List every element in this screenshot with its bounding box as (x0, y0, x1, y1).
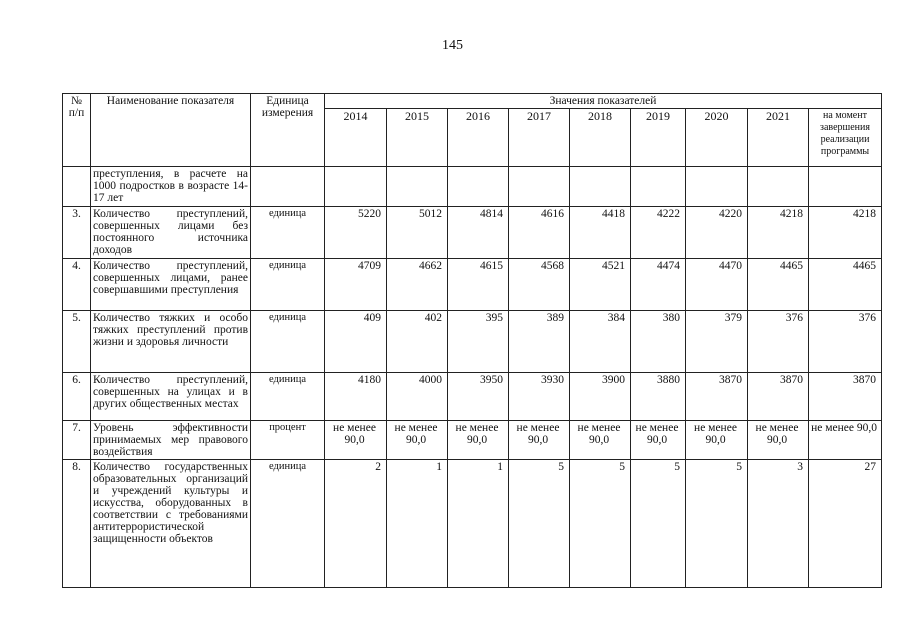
indicator-value (448, 167, 509, 207)
indicator-value: не менее 90,0 (809, 421, 882, 460)
row-number: 6. (63, 373, 91, 421)
indicator-value: 409 (325, 311, 387, 373)
indicator-value: не менее 90,0 (748, 421, 809, 460)
indicator-value: 376 (809, 311, 882, 373)
indicator-value: 3870 (686, 373, 748, 421)
indicator-value (509, 167, 570, 207)
table-row (63, 373, 882, 421)
table-row (63, 167, 882, 207)
indicator-name: Количество преступлений, совершенных лицами без постоянного источника доходов (91, 207, 251, 259)
indicator-unit: единица (251, 207, 325, 259)
indicator-name: Уровень эффективности принимаемых мер правового воздействия (91, 421, 251, 460)
indicator-value (631, 167, 686, 207)
indicator-value: 4470 (686, 259, 748, 311)
indicator-value: 5012 (387, 207, 448, 259)
indicator-value: 395 (448, 311, 509, 373)
indicator-unit: единица (251, 373, 325, 421)
row-number: 5. (63, 311, 91, 373)
row-number: 3. (63, 207, 91, 259)
indicator-value: 379 (686, 311, 748, 373)
row-number: 4. (63, 259, 91, 311)
indicator-value: 3880 (631, 373, 686, 421)
indicator-value: 3900 (570, 373, 631, 421)
table-row (63, 207, 882, 259)
header-unit: Единица измерения (251, 94, 325, 167)
table-row (63, 421, 882, 460)
indicator-unit: единица (251, 259, 325, 311)
indicator-value: 4465 (809, 259, 882, 311)
row-number: 8. (63, 460, 91, 588)
indicator-value: 4220 (686, 207, 748, 259)
indicator-value: 4180 (325, 373, 387, 421)
indicator-value: 4000 (387, 373, 448, 421)
indicator-value: 4521 (570, 259, 631, 311)
indicator-value: не менее 90,0 (509, 421, 570, 460)
indicator-value: 376 (748, 311, 809, 373)
indicator-value: не менее 90,0 (686, 421, 748, 460)
indicator-name: Количество преступлений, совершенных лицами, ранее совершавшими преступления (91, 259, 251, 311)
indicator-value (686, 167, 748, 207)
indicator-value: 4615 (448, 259, 509, 311)
indicator-value: 4465 (748, 259, 809, 311)
indicator-value: 5 (686, 460, 748, 588)
indicator-value: 4814 (448, 207, 509, 259)
header-year: 2020 (686, 109, 748, 167)
table-row (63, 259, 882, 311)
indicator-value: 380 (631, 311, 686, 373)
indicator-value: 5 (631, 460, 686, 588)
indicator-value: 1 (448, 460, 509, 588)
indicator-value: 3870 (809, 373, 882, 421)
indicator-value: 5 (509, 460, 570, 588)
indicator-value: не менее 90,0 (570, 421, 631, 460)
indicator-name: Количество преступлений, совершенных на улицах и в других общественных местах (91, 373, 251, 421)
header-year: 2017 (509, 109, 570, 167)
indicator-value (325, 167, 387, 207)
indicator-value: 5 (570, 460, 631, 588)
indicator-value (748, 167, 809, 207)
header-num: № п/п (63, 94, 91, 167)
indicator-value: 402 (387, 311, 448, 373)
indicator-value: 3950 (448, 373, 509, 421)
indicator-value: 384 (570, 311, 631, 373)
indicator-value: 3 (748, 460, 809, 588)
indicator-unit (251, 167, 325, 207)
indicator-value: 4218 (748, 207, 809, 259)
indicator-value: не менее 90,0 (448, 421, 509, 460)
indicators-table (62, 93, 882, 588)
header-year: 2016 (448, 109, 509, 167)
indicator-value (387, 167, 448, 207)
page-number: 145 (442, 38, 463, 53)
indicator-unit: единица (251, 311, 325, 373)
indicator-value (809, 167, 882, 207)
indicator-value (570, 167, 631, 207)
table-row (63, 460, 882, 588)
row-number (63, 167, 91, 207)
indicator-value: не менее 90,0 (387, 421, 448, 460)
row-number: 7. (63, 421, 91, 460)
indicator-value: 4616 (509, 207, 570, 259)
indicator-value: 2 (325, 460, 387, 588)
header-values-title: Значения показателей (325, 94, 882, 109)
indicator-value: 27 (809, 460, 882, 588)
indicator-name: преступления, в расчете на 1000 подростков в возрасте 14-17 лет (91, 167, 251, 207)
indicator-value: 4222 (631, 207, 686, 259)
indicator-name: Количество тяжких и особо тяжких преступлений против жизни и здоровья личности (91, 311, 251, 373)
indicator-value: 5220 (325, 207, 387, 259)
indicator-name: Количество государственных образовательных организаций и учреждений культуры и искусства, оборудованных в соответствии с требованиями антитеррористической защищенности объектов (91, 460, 251, 588)
indicator-value: 4474 (631, 259, 686, 311)
header-year: 2019 (631, 109, 686, 167)
table-row (63, 311, 882, 373)
indicator-value: 3870 (748, 373, 809, 421)
indicator-value: 1 (387, 460, 448, 588)
indicator-value: 389 (509, 311, 570, 373)
header-name: Наименование показателя (91, 94, 251, 167)
header-year: 2014 (325, 109, 387, 167)
indicator-value: 4662 (387, 259, 448, 311)
indicator-value: не менее 90,0 (631, 421, 686, 460)
indicator-value: 4218 (809, 207, 882, 259)
indicator-value: 4418 (570, 207, 631, 259)
header-year: 2018 (570, 109, 631, 167)
indicator-unit: единица (251, 460, 325, 588)
indicator-value: не менее 90,0 (325, 421, 387, 460)
indicator-value: 4709 (325, 259, 387, 311)
header-final: на момент завершения реализации программы (809, 109, 882, 167)
indicator-unit: процент (251, 421, 325, 460)
indicator-value: 3930 (509, 373, 570, 421)
header-year: 2021 (748, 109, 809, 167)
indicator-value: 4568 (509, 259, 570, 311)
header-year: 2015 (387, 109, 448, 167)
